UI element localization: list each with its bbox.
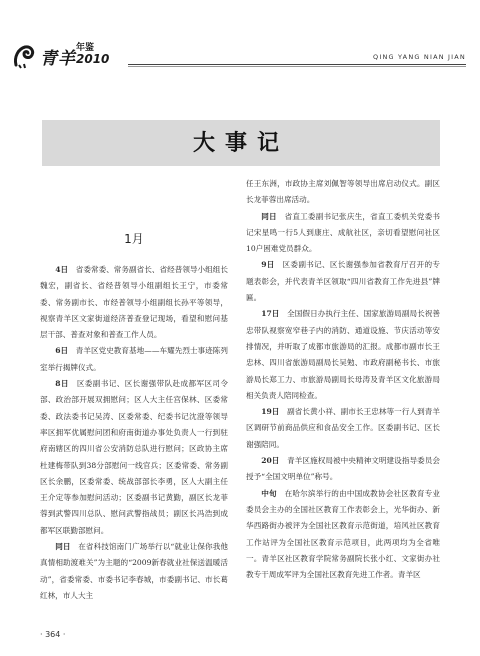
entry-text: 省直工委副书记张庆生，省直工委机关党委书记宋星鸣一行5人到康庄、成航社区，亲切看望慰问社区10户困难党员群众。 (246, 211, 441, 254)
left-column (40, 262, 228, 604)
entry-text: 青羊区施权局被中央精神文明建设指导委员会授予“全国文明单位”称号。 (246, 456, 441, 482)
entry-text: 青羊区党史教育基地——车耀先烈士事迹陈列室举行揭牌仪式。 (40, 346, 228, 372)
right-column (246, 176, 440, 583)
page-header (0, 0, 480, 75)
entry-date: 同日 (261, 211, 277, 221)
entry (40, 343, 228, 376)
sheep-logo-icon (12, 43, 36, 69)
page-number: · 364 · (40, 630, 66, 639)
header-rule-thin (128, 66, 466, 67)
entry (246, 404, 440, 453)
entry (246, 257, 440, 306)
entry-text: 区委副书记、区长谢强带队赴成都军区司令部、政治部开展双拥慰问；区人大主任宫保林、区委常委、政法委书记吴涛、区委常委、纪委书记沈澄等领导率区拥军优属慰问团和府南街道办事处负责人一行到驻府南辖区的四川省公安消防总队进行慰问；区政协主席杜建梅带队到38分部慰问一线官兵；区委常委、常务副区长余鹏，区委常委、统战部部长李勇，区人大副主任王介定等参加慰问活动；区委副书记黄勤，副区长龙菲蓉到武警四川总队、慰问武警指战员；副区长冯浩到成都军区联勤部慰问。 (40, 379, 229, 535)
header-pinyin: QING YANG NIAN JIAN (373, 53, 466, 61)
entry-date: 17日 (261, 309, 280, 319)
entry-date: 9日 (261, 260, 275, 270)
entry-text: 在哈尔滨举行的由中国成教协会社区教育专业委员会主办的全国社区教育工作表彰会上，光华街办、新华西路街办被评为全国社区教育示范街道，培风社区教育工作站评为全国社区教育示范项目，此两项均为全省唯一。青羊区社区教育学院常务副院长张小红、文家街办社教专干周成军评为全国社区教育先进工作者。青羊区 (246, 488, 441, 580)
month-heading: 1月 (124, 232, 144, 246)
entry (246, 209, 440, 258)
entry-text: 省委常委、常务副省长、省经普领导小组组长魏宏，副省长、省经普领导小组副组长王宁，市委常委、常务副市长、市经普领导小组副组长孙平等领导，视察青羊区文家街道经济普查登记现场，看望和慰问基层干部、普查对象和普查工作人员。 (40, 265, 228, 340)
page-title: 大事记 (192, 130, 289, 156)
logo-year-label: 年鉴 (76, 43, 95, 53)
entry-text: 全国假日办执行主任、国家旅游局副局长祝善忠带队视察宽窄巷子内的消防、通道设施、节庆活动等安排情况，并听取了成都市旅游局的汇报。成都市副市长王忠林、四川省旅游局副局长吴勉、市政府副秘书长、市旅游局长郑工力、市旅游局副局长母涛及青羊区文化旅游局相关负责人陪同检查。 (246, 309, 441, 400)
entry (40, 262, 228, 343)
entry (246, 306, 440, 404)
entry-date: 8日 (55, 379, 69, 389)
entry (40, 376, 228, 539)
logo-text: 青羊 (40, 49, 76, 69)
logo-year: 2010 (76, 52, 110, 66)
title-banner (42, 120, 440, 166)
entry-date: 20日 (261, 456, 280, 466)
entry-text: 在省科技馆南门广场举行以“就业让保你我他 真情相助渡难关”为主题的“2009新春就业社保送温暖活动”，省委常委、市委书记李春城，市委副书记、市长葛红林，市人大主 (40, 542, 229, 600)
entry-date: 4日 (55, 265, 69, 274)
header-rule (128, 64, 466, 65)
entry (40, 539, 228, 604)
entry-date: 同日 (55, 542, 71, 552)
entry-date: 19日 (261, 407, 280, 417)
entry-text: 副省长黄小祥、副市长王忠林等一行人到青羊区调研节前商品供应和食品安全工作。区委副书记、区长谢强陪同。 (246, 407, 441, 449)
entry-text: 任王东洲，市政协主席刘佩智等领导出席启动仪式。副区长龙菲蓉出席活动。 (246, 179, 440, 205)
entry (246, 486, 440, 584)
entry-date: 6日 (55, 346, 69, 356)
entry (246, 453, 440, 486)
entry-date: 中旬 (261, 488, 277, 498)
entry-text: 区委副书记、区长谢强参加省教育厅召开的专题表彰会，并代表青羊区领取“四川省教育工作先进县”牌匾。 (246, 260, 440, 303)
entry-continued (246, 176, 440, 209)
